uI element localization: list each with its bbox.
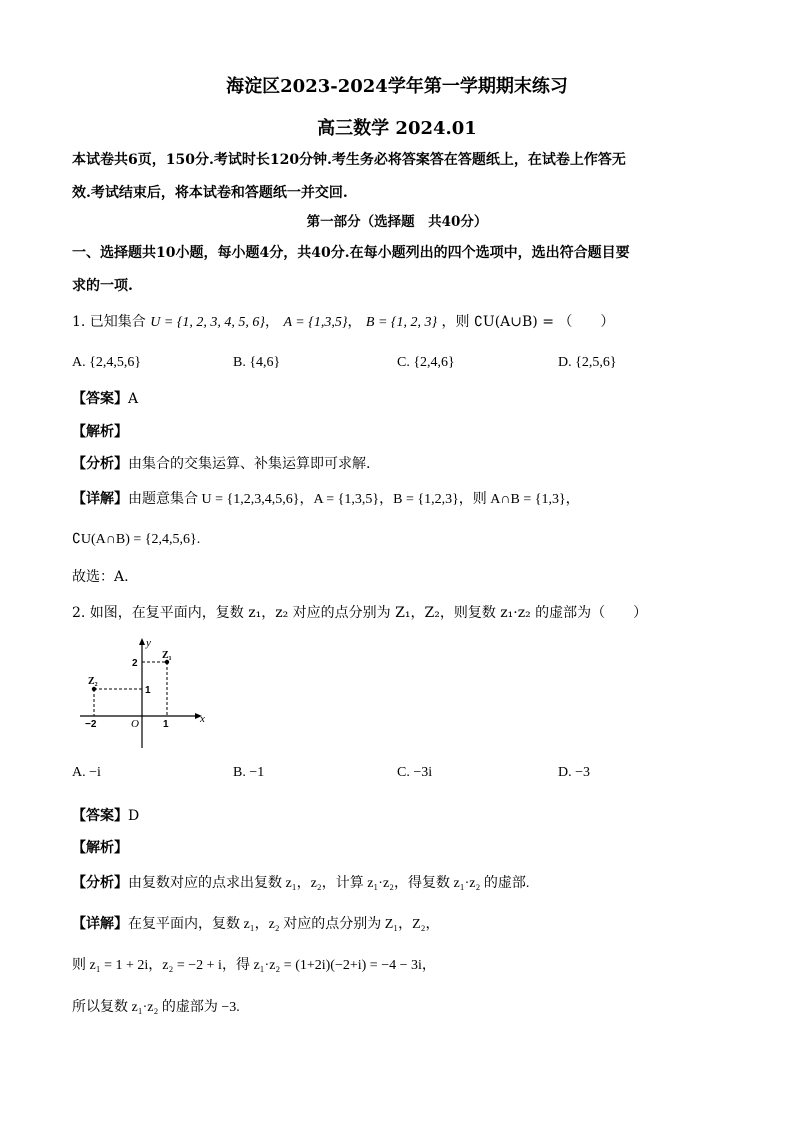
q2-stem: 2. 如图，在复平面内，复数 z₁，z₂ 对应的点分别为 Z₁，Z₂，则复数 z₁·z₂ 的虚部为（ ） <box>72 605 648 621</box>
q1-option-a[interactable]: A. {2,4,5,6} <box>72 355 142 370</box>
xiangjie-text: 由题意集合 U = {1,2,3,4,5,6}，A = {1,3,5}，B = {1,2,3}，则 A∩B = {1,3}， <box>128 492 580 507</box>
fenxi-tag: 【分析】 <box>72 456 128 472</box>
page-subtitle: 高三数学 2024.01 <box>317 118 477 139</box>
q1-stem: 1. 已知集合 U = {1, 2, 3, 4, 5, 6}， A = {1,3,5}， B = {1, 2, 3} ，则 ∁U(A∪B) = （ ） <box>72 314 615 330</box>
q1-conclusion: 故选：A. <box>72 569 129 585</box>
q2-jiexi-tag: 【解析】 <box>72 840 128 856</box>
answer-value: D <box>128 808 140 824</box>
answer-tag: 【答案】 <box>72 808 128 824</box>
q1-xiangjie-1 <box>72 490 580 509</box>
z2-point <box>92 687 96 691</box>
q1-set-a: A = {1,3,5} <box>283 315 348 330</box>
intro-line-2: 效.考试结束后，将本试卷和答题纸一并交回. <box>72 185 348 201</box>
q1-answer <box>72 390 138 408</box>
part-title: 第一部分（选择题 共40分） <box>306 214 488 230</box>
y-label: y <box>146 637 151 649</box>
x-tick-neg2: −2 <box>85 719 97 730</box>
q2-option-d[interactable]: D. −3 <box>558 765 591 780</box>
y-arrow <box>139 638 145 645</box>
origin-label: O <box>131 718 139 730</box>
z2-label: Z₂ <box>88 676 98 687</box>
xiangjie-tag: 【详解】 <box>72 491 128 507</box>
q2-option-b[interactable]: B. −1 <box>233 765 265 780</box>
q2-xiangjie-1 <box>72 915 440 934</box>
q1-option-c[interactable]: C. {2,4,6} <box>397 355 455 370</box>
q1-ask: ，则 ∁U(A∪B) = （ ） <box>441 314 615 330</box>
q1-set-b: B = {1, 2, 3} <box>365 315 438 330</box>
q1-option-b[interactable]: B. {4,6} <box>233 355 281 370</box>
z1-label: Z₁ <box>162 650 172 661</box>
xiangjie-text: 在复平面内，复数 z₁，z₂ 对应的点分别为 Z₁，Z₂， <box>128 917 440 932</box>
fenxi-tag: 【分析】 <box>72 875 128 891</box>
q2-option-c[interactable]: C. −3i <box>397 765 433 780</box>
intro-line-1: 本试卷共6页，150分.考试时长120分钟.考生务必将答案答在答题纸上，在试卷上作答无 <box>72 152 626 168</box>
section1-line-2: 求的一项. <box>72 278 133 294</box>
y-tick-1: 1 <box>145 685 151 696</box>
q2-conclusion: 所以复数 z₁·z₂ 的虚部为 −3. <box>72 1000 240 1015</box>
q1-stem-prefix: 1. 已知集合 <box>72 314 146 330</box>
complex-plane-figure <box>76 636 210 752</box>
answer-value: A <box>128 391 139 407</box>
x-tick-1: 1 <box>163 719 169 730</box>
xiangjie-tag: 【详解】 <box>72 916 128 932</box>
q1-set-u: U = {1, 2, 3, 4, 5, 6} <box>150 315 266 330</box>
q1-option-d[interactable]: D. {2,5,6} <box>558 355 617 370</box>
answer-tag: 【答案】 <box>72 391 128 407</box>
q1-jiexi-tag: 【解析】 <box>72 424 128 440</box>
section1-line-1: 一、选择题共10小题，每小题4分，共40分.在每小题列出的四个选项中，选出符合题目要 <box>72 245 630 261</box>
y-tick-2: 2 <box>132 658 138 669</box>
x-label: x <box>200 713 205 725</box>
q1-xiangjie-2: ∁U(A∩B) = {2,4,5,6}. <box>72 532 201 547</box>
fenxi-text: 由集合的交集运算、补集运算即可求解. <box>128 456 371 472</box>
q1-fenxi <box>72 455 370 473</box>
q2-option-a[interactable]: A. −i <box>72 765 101 780</box>
q2-xiangjie-2: 则 z₁ = 1 + 2i，z₂ = −2 + i，得 z₁·z₂ = (1+2i)(−2+i) = −4 − 3i， <box>72 958 436 973</box>
q2-fenxi <box>72 874 529 893</box>
q2-answer <box>72 807 139 825</box>
page-title: 海淀区2023-2024学年第一学期期末练习 <box>226 76 568 97</box>
fenxi-text: 由复数对应的点求出复数 z₁，z₂，计算 z₁·z₂，得复数 z₁·z₂ 的虚部. <box>128 876 530 891</box>
